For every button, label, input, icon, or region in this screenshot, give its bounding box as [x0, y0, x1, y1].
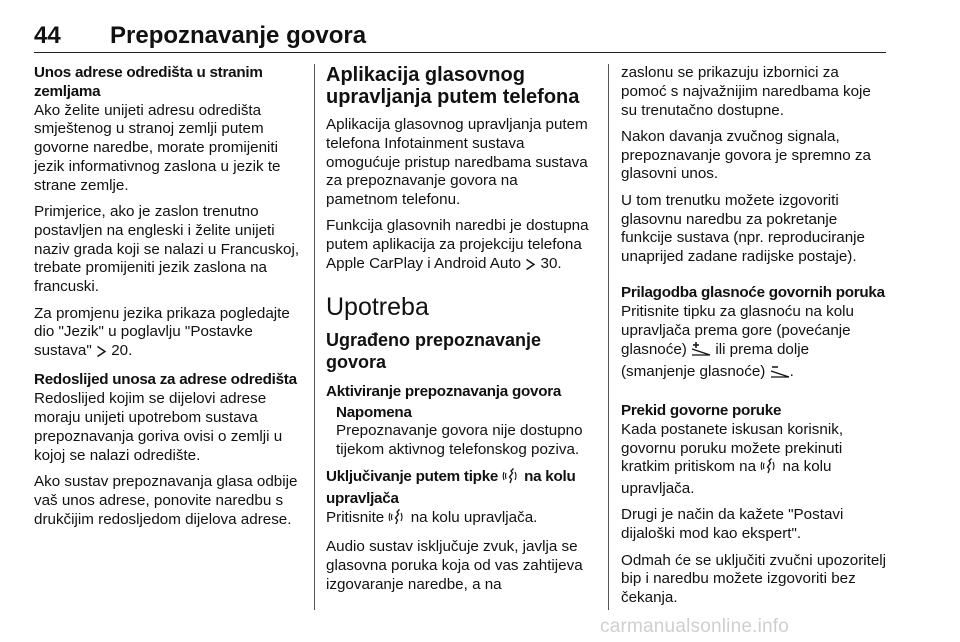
page-reference[interactable]: 20.	[111, 342, 133, 360]
heading-text: Uključivanje putem tipke	[326, 468, 499, 486]
paragraph-text: Pritisnite tipku za glasnoću na kolu upravljača prema gore (povećanje glasnoće)	[621, 303, 855, 358]
section-heading: Prekid govorne poruke	[621, 401, 782, 419]
paragraph: U tom trenutku možete izgovoriti glasovnu naredbu za pokretanje funkcije sustava (npr. reproduciranje unaprijed zadane radijske postaje).	[621, 191, 865, 266]
paragraph: Primjerice, ako je zaslon trenutno postavljen na engleski i želite unijeti naziv grada koji se nalazi u Francuskoj, trebate promijeniti jezik zaslona na francuski.	[34, 203, 300, 296]
page-reference-arrow-icon	[96, 345, 107, 364]
paragraph-text: .	[789, 362, 794, 380]
paragraph: Nakon davanja zvučnog signala, prepoznavanje govora je spremno za glasovni unos.	[621, 127, 871, 183]
paragraph	[326, 509, 592, 531]
paragraph: Redoslijed kojim se dijelovi adrese moraju unijeti upotrebom sustava prepoznavanja goriva ovisi o zemlji u kojoj se nalazi odredište.	[34, 390, 283, 464]
paragraph: Ako sustav prepoznavanja glasa odbije vaš unos adrese, ponovite naredbu s drukčijim redosljedom dijelova adrese.	[34, 472, 298, 528]
paragraph	[621, 421, 887, 499]
page-number: 44	[34, 22, 61, 49]
paragraph: Aplikacija glasovnog upravljanja putem telefona Infotainment sustava omogućuje pristup naredbama sustava za prepoznavanje govora na pametnom telefonu.	[326, 116, 588, 209]
column-left	[34, 64, 300, 537]
voice-button-icon	[760, 458, 778, 480]
paragraph-text: Funkcija glasovnih naredbi je dostupna putem aplikacija za projekciju telefona Apple CarPlay i Android Auto	[326, 217, 589, 273]
page-reference-arrow-icon	[525, 258, 536, 277]
paragraph-text: Za promjenu jezika prikaza pogledajte dio "Jezik" u poglavlju "Postavke sustava"	[34, 304, 290, 360]
voice-button-icon	[502, 468, 520, 490]
voice-button-icon	[388, 509, 406, 531]
paragraph	[34, 305, 300, 364]
paragraph-text: Kada postanete iskusan korisnik, govornu poruku možete prekinuti kratkim pritiskom na	[621, 420, 844, 476]
column-right	[621, 64, 887, 615]
paragraph: Ako želite unijeti adresu odredišta smještenog u stranoj zemlji putem govorne naredbe, morate promijeniti jezik informativnog zaslona u jezik te strane zemlje.	[34, 101, 281, 194]
note-title: Napomena	[336, 403, 412, 421]
section-heading: Aplikacija glasovnog upravljanja putem telefona	[326, 64, 580, 108]
column-divider	[314, 64, 315, 610]
paragraph-text: na kolu upravljača.	[621, 458, 832, 498]
subsection-heading: Aktiviranje prepoznavanja govora	[326, 382, 562, 400]
paragraph-text: Pritisnite	[326, 508, 385, 526]
paragraph: Odmah će se uključiti zvučni upozoritelj bip i naredbu možete izgovoriti bez čekanja.	[621, 551, 887, 607]
section-heading: Redoslijed unosa za adrese odredišta	[34, 371, 297, 389]
volume-down-icon	[770, 363, 790, 385]
paragraph: Drugi je način da kažete "Postavi dijaloški mod kao ekspert".	[621, 506, 844, 543]
heading-text: na kolu upravljača	[326, 468, 576, 507]
paragraph	[621, 303, 887, 384]
section-heading: Unos adrese odredišta u stranim zemljama	[34, 64, 263, 100]
page-title: Prepoznavanje govora	[110, 22, 367, 49]
page-reference[interactable]: 30.	[540, 255, 562, 273]
volume-up-icon	[691, 341, 711, 363]
section-heading: Ugrađeno prepoznavanje govora	[326, 329, 542, 372]
paragraph	[326, 217, 592, 276]
section-heading: Prilagodba glasnoće govornih poruka	[621, 284, 885, 302]
page-header	[34, 22, 886, 53]
paragraph: Audio sustav isključuje zvuk, javlja se glasovna poruka koja od vas zahtijeva izgovaranje naredbe, a na	[326, 537, 583, 593]
paragraph-text: na kolu upravljača.	[410, 508, 538, 526]
note-text: Prepoznavanje govora nije dostupno tijekom aktivnog telefonskog poziva.	[336, 422, 583, 459]
paragraph-text: ili prema dolje (smanjenje glasnoće)	[621, 340, 810, 380]
subsection-heading	[326, 468, 592, 509]
column-middle	[326, 64, 592, 602]
paragraph: zaslonu se prikazuju izbornici za pomoć s najvažnijim naredbama koje su trenutačno dostupne.	[621, 64, 871, 119]
column-divider	[608, 64, 609, 610]
chapter-heading: Upotreba	[326, 292, 429, 321]
note-box	[336, 404, 592, 460]
watermark: carmanualsonline.info	[600, 616, 790, 637]
